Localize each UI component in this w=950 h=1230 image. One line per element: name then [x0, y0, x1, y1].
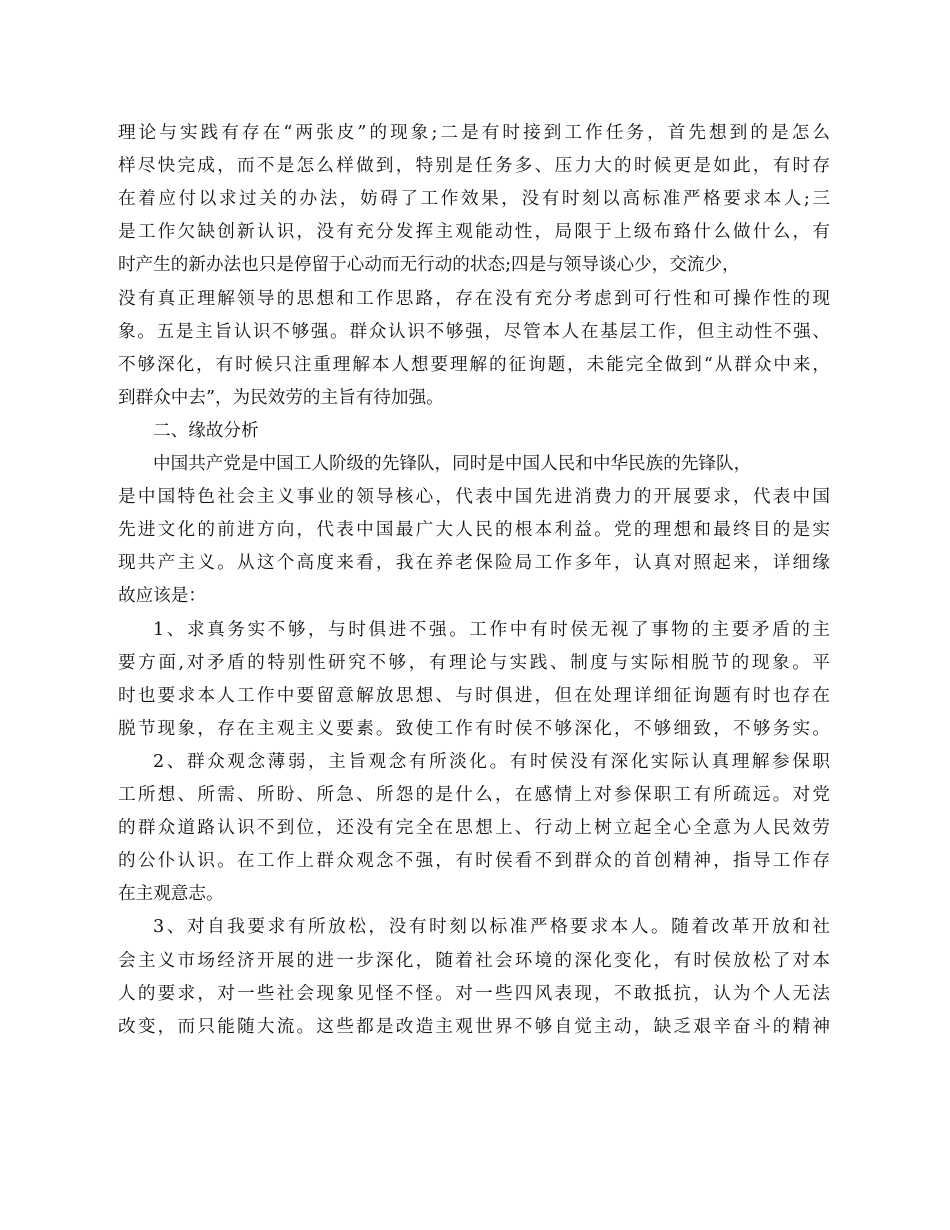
text-line: 在主观意志。	[118, 884, 224, 905]
text-line: 先进文化的前进方向，代表中国最广大人民的根本利益。党的理想和最终目的是实	[118, 520, 830, 541]
text-line: 1、求真务实不够，与时俱进不强。工作中有时侯无视了事物的主要矛盾的主	[153, 619, 830, 640]
text-line: 不够深化，有时候只注重理解本人想要理解的征询题，未能完全做到“从群众中来，	[118, 354, 830, 375]
text-line: 现共产主义。从这个高度来看，我在养老保险局工作多年，认真对照起来，详细缘	[118, 553, 830, 574]
text-line: 人的要求，对一些社会现象见怪不怪。对一些四风表现，不敢抵抗，认为个人无法	[118, 983, 830, 1004]
text-line: 的公仆认识。在工作上群众观念不强，有时侯看不到群众的首创精神，指导工作存	[118, 851, 830, 872]
text-line: 时产生的新办法也只是停留于心动而无行动的状态;四是与领导谈心少，交流少，	[118, 255, 740, 276]
text-line: 到群众中去”，为民效劳的主旨有待加强。	[118, 387, 444, 408]
text-line: 改变，而只能随大流。这些都是改造主观世界不够自觉主动，缺乏艰辛奋斗的精神	[118, 1016, 830, 1037]
text-line: 的群众道路认识不到位，还没有完全在思想上、行动上树立起全心全意为人民效劳	[118, 818, 830, 839]
text-line: 理论与实践有存在“两张皮”的现象;二是有时接到工作任务，首先想到的是怎么	[118, 123, 830, 143]
text-line: 要方面,对矛盾的特别性研究不够，有理论与实践、制度与实际相脱节的现象。平	[118, 652, 830, 673]
text-line: 故应该是：	[118, 586, 206, 607]
text-line: 会主义市场经济开展的进一步深化，随着社会环境的深化变化，有时侯放松了对本	[118, 950, 830, 971]
text-line: 象。五是主旨认识不够强。群众认识不够强，尽管本人在基层工作，但主动性不强、	[118, 321, 830, 342]
text-line: 样尽快完成，而不是怎么样做到，特别是任务多、压力大的时候更是如此，有时存	[118, 156, 830, 177]
text-line: 3、对自我要求有所放松，没有时刻以标准严格要求本人。随着改革开放和社	[153, 917, 830, 938]
text-line: 时也要求本人工作中要留意解放思想、与时俱进，但在处理详细征询题有时也存在	[118, 685, 830, 706]
text-line: 工所想、所需、所盼、所急、所怨的是什么，在感情上对参保职工有所疏远。对党	[118, 785, 830, 805]
text-line: 脱节现象，存在主观主义要素。致使工作有时侯不够深化，不够细致，不够务实。	[118, 718, 830, 739]
text-line: 是工作欠缺创新认识，没有充分发挥主观能动性，局限于上级布臵什么做什么，有	[118, 222, 830, 243]
text-line: 二、缘故分析	[153, 420, 259, 441]
text-line: 中国共产党是中国工人阶级的先锋队，同时是中国人民和中华民族的先锋队，	[153, 454, 752, 474]
text-line: 2、群众观念薄弱，主旨观念有所淡化。有时侯没有深化实际认真理解参保职	[153, 751, 830, 772]
text-line: 在着应付以求过关的办法，妨碍了工作效果，没有时刻以高标准严格要求本人;三	[118, 189, 830, 210]
text-line: 没有真正理解领导的思想和工作思路，存在没有充分考虑到可行性和可操作性的现	[118, 288, 830, 309]
text-line: 是中国特色社会主义事业的领导核心，代表中国先进消费力的开展要求，代表中国	[118, 487, 830, 508]
